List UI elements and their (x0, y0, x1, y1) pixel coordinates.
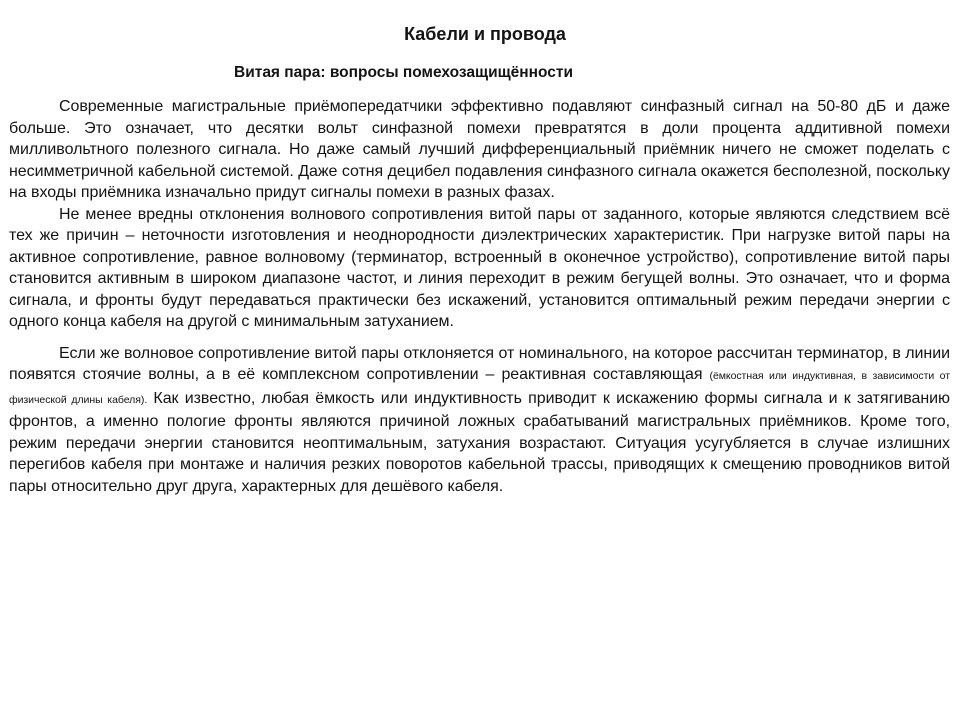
body-text (9, 96, 950, 497)
paragraph-standing-waves (9, 343, 950, 498)
paragraph-text: Если же волновое сопротивление витой пары отклоняется от номинального, на которое рассчитан терминатор, в линии появятся стоячие волны, а в её комплексном сопротивлении – реактивная составляющая (9, 344, 950, 383)
paragraph-text: Как известно, любая ёмкость или индуктивность приводит к искажению формы сигнала и к затягиванию фронтов, а именно пологие фронты являются причиной ложных срабатываний магистральных приёмников. Кроме того, режим передачи энергии становится неоптимальным, затухания возрастают. Ситуация усугубляется в случае излишних перегибов кабеля при монтаже и наличия резких поворотов кабельной трассы, приводящих к смещению проводников витой пары относительно друг друга, характерных для дешёвого кабеля. (9, 389, 950, 495)
page-title: Кабели и провода (404, 24, 566, 44)
section-subtitle: Витая пара: вопросы помехозащищённости (234, 64, 574, 81)
paragraph-impedance-deviation: Не менее вредны отклонения волнового сопротивления витой пары от заданного, которые являются следствием всё тех же причин – неточности изготовления и неоднородности диэлектрических характеристик. При нагрузке витой пары на активное сопротивление, равное волновому (терминатор, встроенный в оконечное устройство), сопротивление витой пары становится активным в широком диапазоне частот, и линия переходит в режим бегущей волны. Это означает, что и форма сигнала, и фронты будут передаваться практически без искажений, установится оптимальный режим передачи энергии с одного конца кабеля на другой с минимальным затуханием. (9, 205, 950, 330)
paragraph-common-mode-rejection: Современные магистральные приёмопередатчики эффективно подавляют синфазный сигнал на 50-80 дБ и даже больше. Это означает, что десятки вольт синфазной помехи превратятся в доли процента аддитивной помехи милливольтного полезного сигнала. Но даже самый лучший дифференциальный приёмник ничего не сможет поделать с несимметричной кабельной системой. Даже сотня децибел подавления синфазного сигнала окажется бесполезной, поскольку на входы приёмника изначально придут сигналы помехи в разных фазах. (9, 98, 950, 201)
parenthetical-note: (ёмкостная или индуктивная, в зависимости от физической длины кабеля). (9, 370, 950, 406)
